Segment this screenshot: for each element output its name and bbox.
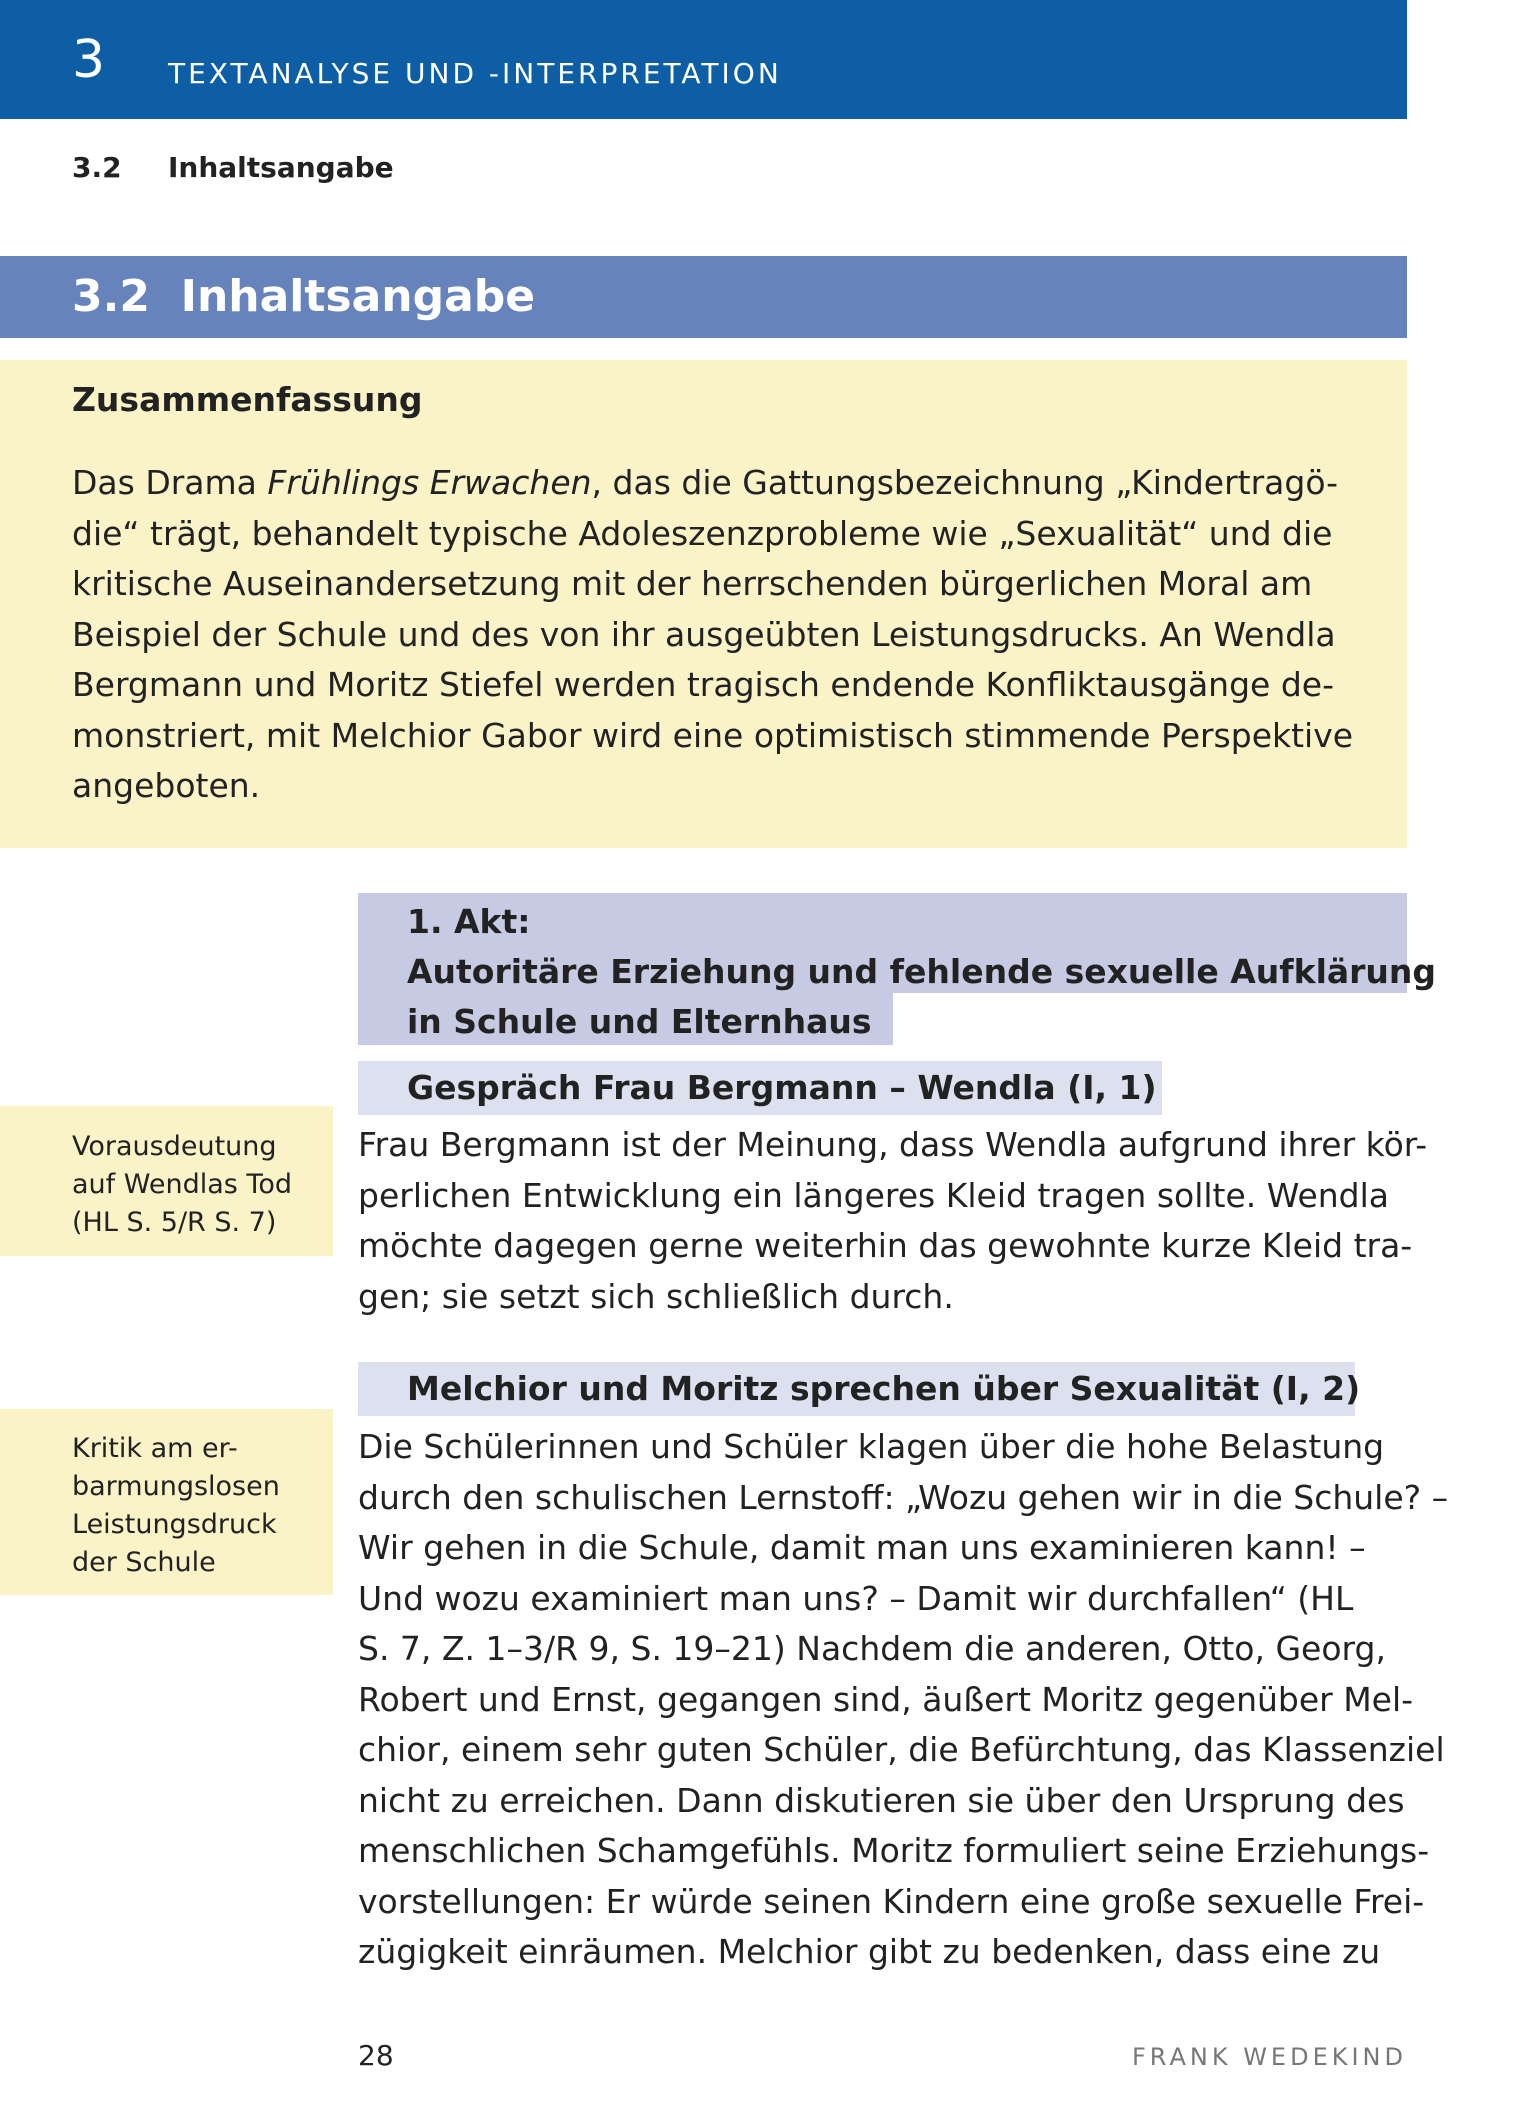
margin-note-line: Leistungsdruck	[72, 1509, 277, 1540]
scene-text	[358, 1422, 1449, 1978]
text-line: durch den schulischen Lernstoff: „Wozu gehen wir in die Schule? –	[358, 1477, 1449, 1517]
summary-line: angeboten.	[72, 766, 261, 805]
scene-heading: Gespräch Frau Bergmann – Wendla (I, 1)	[407, 1068, 1157, 1107]
act-heading-line: 1. Akt:	[407, 902, 531, 941]
text-line: Die Schülerinnen und Schüler klagen über die hohe Belastung	[358, 1427, 1385, 1466]
text-line: vorstellungen: Er würde seinen Kindern eine große sexuelle Frei-	[358, 1881, 1425, 1921]
text-line: möchte dagegen gerne weiterhin das gewohnte kurze Kleid tra-	[358, 1226, 1413, 1265]
text-line: Wir gehen in die Schule, damit man uns examinieren kann! –	[358, 1528, 1366, 1567]
summary-line: Das Drama Frühlings Erwachen, das die Gattungsbezeichnung „Kindertragö-	[72, 463, 1339, 502]
chapter-title: TEXTANALYSE UND -INTERPRETATION	[168, 57, 782, 90]
summary-line: die“ trägt, behandelt typische Adoleszenzprobleme wie „Sexualität“ und die	[72, 513, 1333, 553]
margin-note-line: auf Wendlas Tod	[72, 1169, 292, 1200]
text-line: perlichen Entwicklung ein längeres Kleid tragen sollte. Wendla	[358, 1175, 1390, 1215]
margin-note	[72, 1430, 280, 1582]
scene-text	[358, 1120, 1428, 1322]
act-heading	[407, 897, 1436, 1047]
chapter-number: 3	[72, 30, 106, 90]
margin-note-line: barmungslosen	[72, 1471, 280, 1502]
summary-text	[72, 458, 1392, 812]
text-line: Frau Bergmann ist der Meinung, dass Wendla aufgrund ihrer kör-	[358, 1125, 1428, 1164]
text-line: Robert und Ernst, gegangen sind, äußert Moritz gegenüber Mel-	[358, 1679, 1414, 1719]
summary-line: kritische Auseinandersetzung mit der herrschenden bürgerlichen Moral am	[72, 564, 1313, 603]
footer-author: FRANK WEDEKIND	[1131, 2043, 1407, 2071]
margin-note-line: Vorausdeutung	[72, 1131, 277, 1162]
summary-line: monstriert, mit Melchior Gabor wird eine optimistisch stimmende Perspektive	[72, 715, 1354, 755]
scene-heading: Melchior und Moritz sprechen über Sexualität (I, 2)	[407, 1369, 1361, 1408]
text-line: zügigkeit einräumen. Melchior gibt zu bedenken, dass eine zu	[358, 1932, 1381, 1971]
text-line: gen; sie setzt sich schließlich durch.	[358, 1276, 954, 1316]
summary-line: Bergmann und Moritz Stiefel werden tragisch endende Konfliktausgänge de-	[72, 665, 1334, 704]
text-line: menschlichen Schamgefühls. Moritz formuliert seine Erziehungs-	[358, 1831, 1430, 1870]
margin-note	[72, 1128, 292, 1242]
drama-title: Frühlings Erwachen	[267, 463, 592, 502]
act-heading-line: in Schule und Elternhaus	[407, 1002, 872, 1041]
text-line: nicht zu erreichen. Dann diskutieren sie über den Ursprung des	[358, 1780, 1405, 1820]
section-heading: 3.2 Inhaltsangabe	[72, 271, 536, 322]
margin-note-line: Kritik am er-	[72, 1433, 238, 1464]
text-line: Und wozu examiniert man uns? – Damit wir durchfallen“ (HL	[358, 1578, 1354, 1618]
summary-line: Beispiel der Schule und des von ihr ausgeübten Leistungsdrucks. An Wendla	[72, 614, 1336, 654]
text-line: chior, einem sehr guten Schüler, die Befürchtung, das Klassenziel	[358, 1730, 1445, 1769]
act-heading-line: Autoritäre Erziehung und fehlende sexuelle Aufklärung	[407, 952, 1437, 991]
running-section-title: Inhaltsangabe	[168, 151, 394, 184]
running-section-number: 3.2	[72, 151, 122, 184]
summary-heading: Zusammenfassung	[72, 380, 423, 419]
text-line: S. 7, Z. 1–3/R 9, S. 19–21) Nachdem die anderen, Otto, Georg,	[358, 1629, 1386, 1668]
page-number: 28	[358, 2039, 394, 2072]
margin-note-line: der Schule	[72, 1547, 216, 1578]
margin-note-line: (HL S. 5/R S. 7)	[72, 1207, 277, 1238]
